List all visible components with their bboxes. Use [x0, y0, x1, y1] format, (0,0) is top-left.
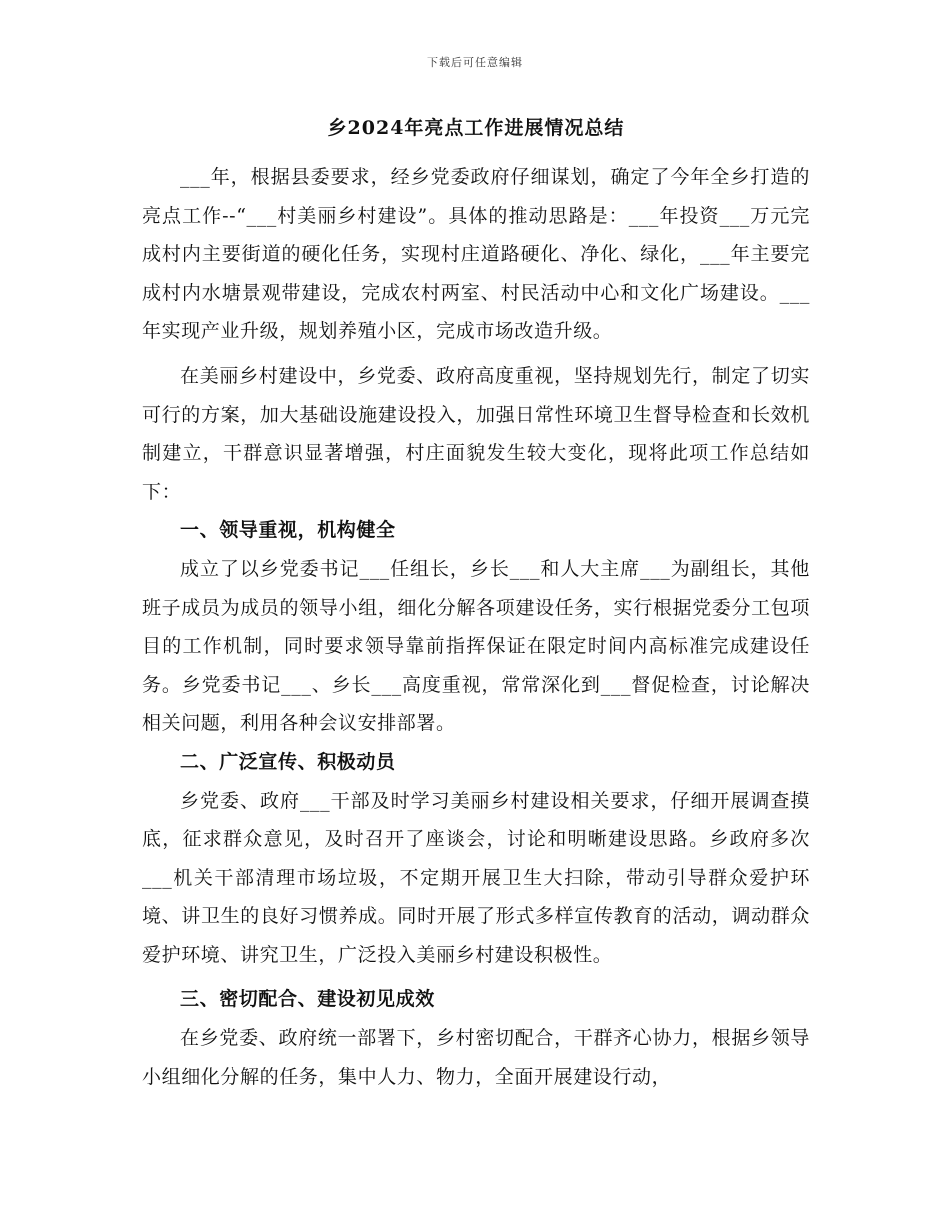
- header-note: 下载后可任意编辑: [427, 56, 523, 69]
- paragraph-section-1: 成立了以乡党委书记___任组长，乡长___和人大主席___为副组长，其他班子成员为成员的领导小组，细化分解各项建设任务，实行根据党委分工包项目的工作机制，同时要求领导靠前指挥保证在限定时间内高标准完成建设任务。乡党委书记___、乡长___高度重视，常常深化到___督促检查，讨论解决相关问题，利用各种会议安排部署。: [142, 557, 810, 735]
- paragraph-section-2: 乡党委、政府___干部及时学习美丽乡村建设相关要求，仔细开展调查摸底，征求群众意见，及时召开了座谈会，讨论和明晰建设思路。乡政府多次___机关干部清理市场垃圾，不定期开展卫生大扫除，带动引导群众爱护环境、讲卫生的良好习惯养成。同时开展了形式多样宣传教育的活动，调动群众爱护环境、讲究卫生，广泛投入美丽乡村建设积极性。: [142, 789, 810, 966]
- paragraph-overview: 在美丽乡村建设中，乡党委、政府高度重视，坚持规划先行，制定了切实可行的方案，加大基础设施建设投入，加强日常性环境卫生督导检查和长效机制建立，干群意识显著增强，村庄面貌发生较大变化，现将此项工作总结如下：: [142, 364, 810, 503]
- paragraph-section-3: 在乡党委、政府统一部署下，乡村密切配合，干群齐心协力，根据乡领导小组细化分解的任务，集中人力、物力，全面开展建设行动，: [142, 1027, 810, 1088]
- section-heading-1: 一、领导重视，机构健全: [180, 519, 396, 542]
- section-heading-3: 三、密切配合、建设初见成效: [180, 988, 435, 1011]
- document-body: [142, 112, 810, 1096]
- document-title: 乡2024年亮点工作进展情况总结: [327, 117, 625, 139]
- paragraph-intro: ___年，根据县委要求，经乡党委政府仔细谋划，确定了今年全乡打造的亮点工作--“___村美丽乡村建设”。具体的推动思路是：___年投资___万元完成村内主要街道的硬化任务，实现村庄道路硬化、净化、绿化，___年主要完成村内水塘景观带建设，完成农村两室、村民活动中心和文化广场建设。___年实现产业升级，规划养殖小区，完成市场改造升级。: [142, 166, 810, 343]
- section-heading-2: 二、广泛宣传、积极动员: [180, 750, 396, 773]
